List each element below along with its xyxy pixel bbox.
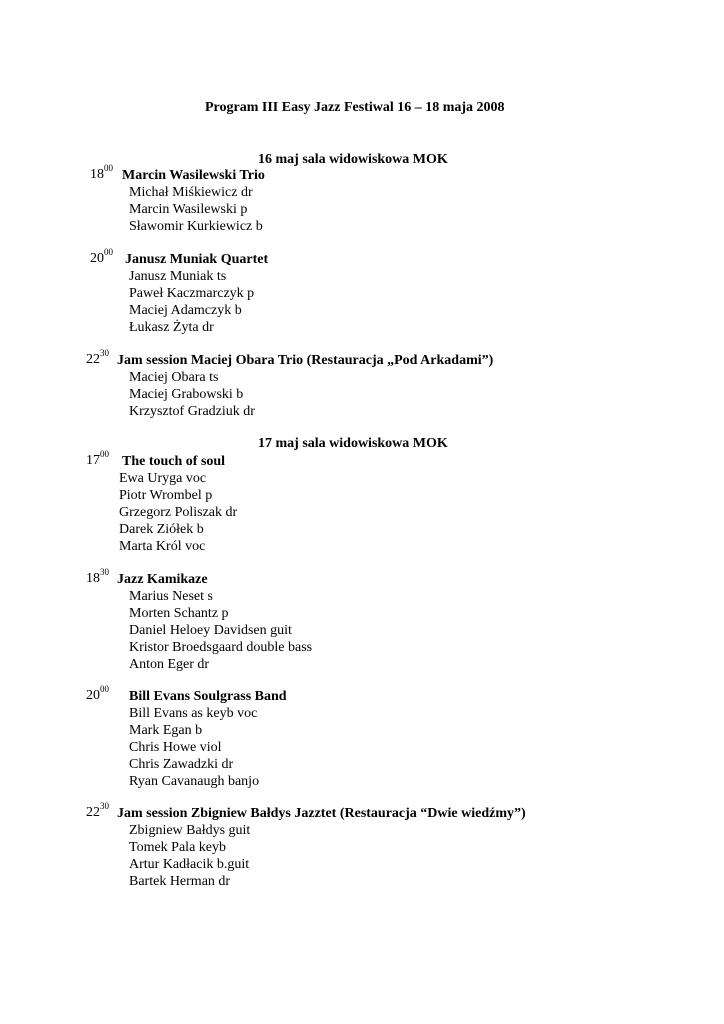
member: Chris Zawadzki dr [129,757,234,772]
member: Bill Evans as keyb voc [129,706,258,721]
event-time: $18^{00}$ [90,163,113,182]
member: Maciej Adamczyk b [129,303,242,318]
member: Marcin Wasilewski p [129,202,248,217]
member: Kristor Broedsgaard double bass [129,640,313,655]
event-time: $20^{00}$ [90,247,113,266]
event-time: $20^{00}$ [86,684,109,703]
member: Maciej Grabowski b [129,387,244,402]
member: Marius Neset s [129,589,213,604]
member: Sławomir Kurkiewicz b [129,219,263,234]
day-header: 16 maj sala widowiskowa MOK [258,152,448,167]
member: Grzegorz Poliszak dr [119,505,238,520]
member: Piotr Wrombel p [119,488,213,503]
event-time: $17^{00}$ [86,449,109,468]
member: Ryan Cavanaugh banjo [129,774,260,789]
member: Michał Miśkiewicz dr [129,185,253,200]
member: Daniel Heloey Davidsen guit [129,623,292,638]
day-header: 17 maj sala widowiskowa MOK [258,436,448,451]
event-title: Janusz Muniak Quartet [125,252,269,267]
member: Darek Ziółek b [119,522,204,537]
event-title: Jam session Zbigniew Bałdys Jazztet (Restauracja “Dwie wiedźmy”) [117,806,526,821]
event-title: Bill Evans Soulgrass Band [129,689,287,704]
member: Zbigniew Bałdys guit [129,823,251,838]
member: Tomek Pala keyb [129,840,226,855]
member: Marta Król voc [119,539,206,554]
member: Łukasz Żyta dr [129,320,214,335]
member: Artur Kadłacik b.guit [129,857,250,872]
event-title: Marcin Wasilewski Trio [122,168,265,183]
event-title: The touch of soul [122,454,226,469]
member: Chris Howe viol [129,740,222,755]
event-title: Jazz Kamikaze [117,572,208,587]
event-title: Jam session Maciej Obara Trio (Restauracja „Pod Arkadami”) [117,353,494,368]
member: Paweł Kaczmarczyk p [129,286,255,301]
member: Ewa Uryga voc [119,471,207,486]
event-time: $22^{30}$ [86,801,109,820]
member: Krzysztof Gradziuk dr [129,404,255,419]
page-title: Program III Easy Jazz Festiwal 16 – 18 maja 2008 [205,100,505,115]
member: Bartek Herman dr [129,874,231,889]
event-time: $22^{30}$ [86,348,109,367]
member: Morten Schantz p [129,606,229,621]
member: Anton Eger dr [129,657,210,672]
event-time: $18^{30}$ [86,567,109,586]
member: Maciej Obara ts [129,370,219,385]
member: Mark Egan b [129,723,203,738]
member: Janusz Muniak ts [129,269,227,284]
